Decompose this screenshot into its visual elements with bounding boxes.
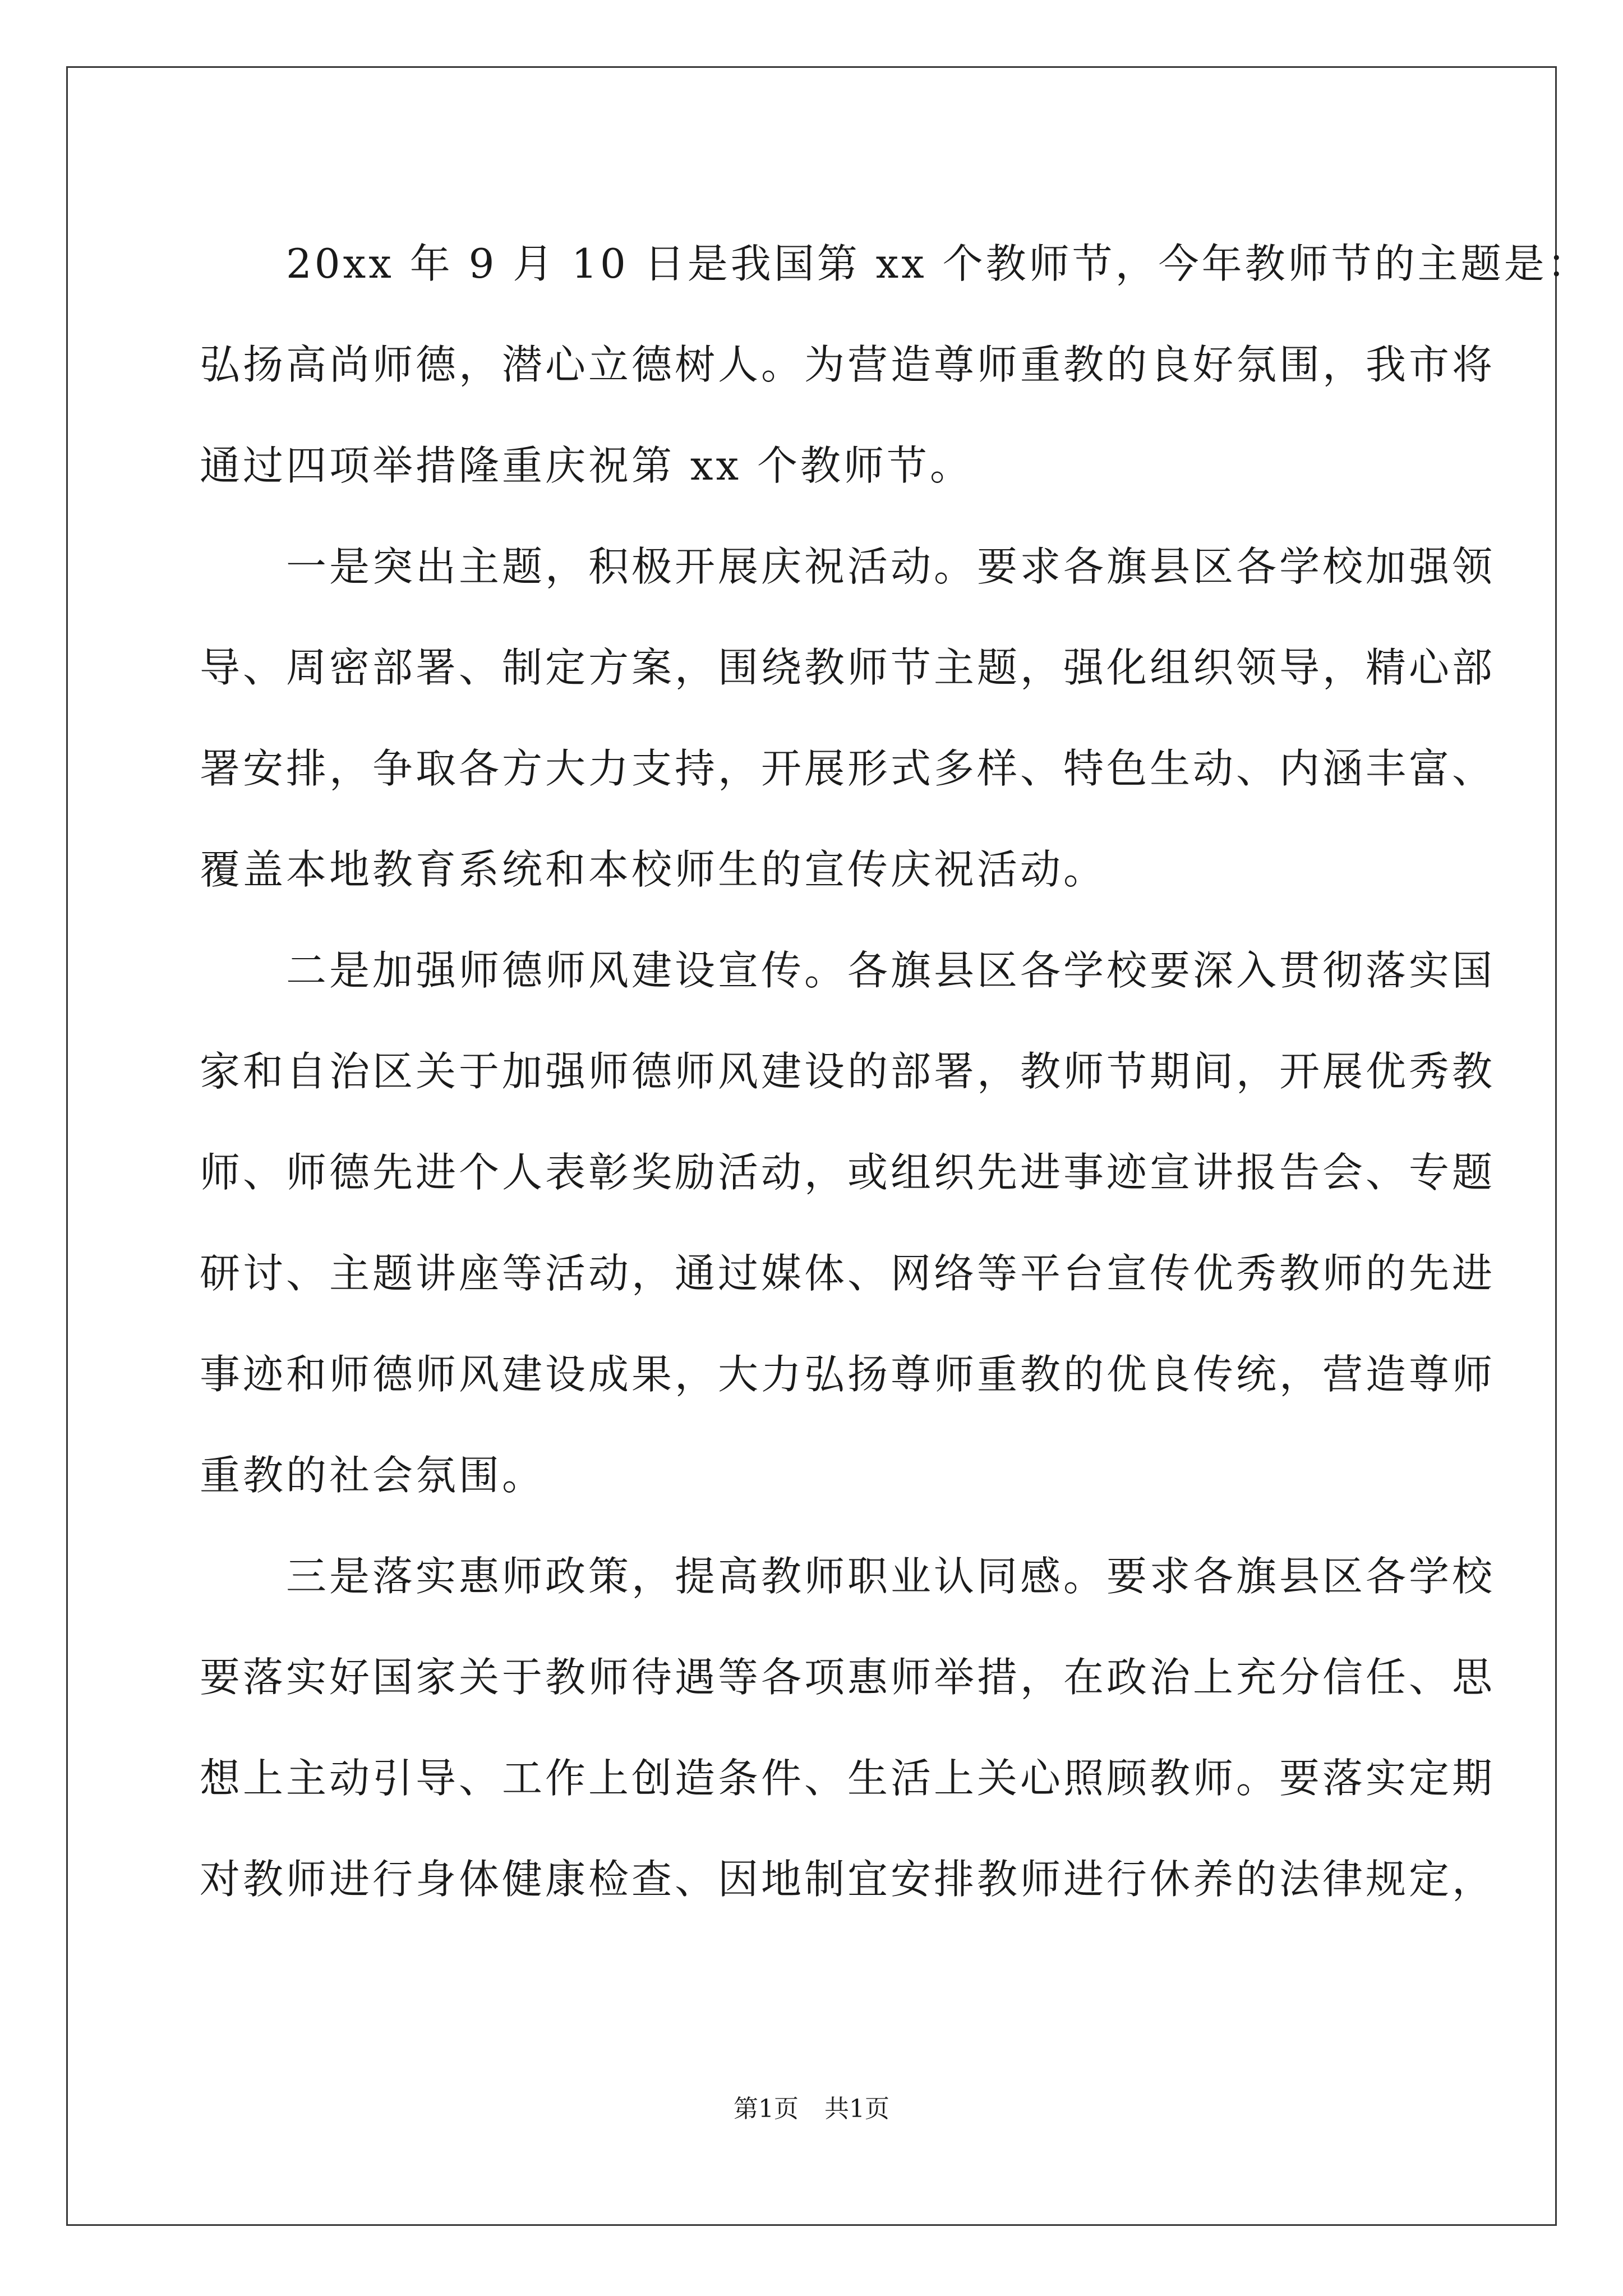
text-line: 导、周密部署、制定方案，围绕教师节主题，强化组织领导，精心部 (200, 644, 1496, 691)
text-line: 二是加强师德师风建设宣传。各旗县区各学校要深入贯彻落实国 (200, 947, 1496, 994)
text-line: 重教的社会氛围。 (200, 1452, 546, 1499)
text-line: 事迹和师德师风建设成果，大力弘扬尊师重教的优良传统，营造尊师 (200, 1351, 1496, 1398)
text-line: 师、师德先进个人表彰奖励活动，或组织先进事迹宣讲报告会、专题 (200, 1149, 1496, 1196)
page-number-current: 第1页 (734, 2095, 799, 2123)
text-line: 研讨、主题讲座等活动，通过媒体、网络等平台宣传优秀教师的先进 (200, 1250, 1496, 1297)
text-line: 覆盖本地教育系统和本校师生的宣传庆祝活动。 (200, 846, 1107, 893)
page-number-total: 共1页 (824, 2095, 889, 2123)
text-line: 三是落实惠师政策，提高教师职业认同感。要求各旗县区各学校 (200, 1553, 1496, 1600)
document-body (200, 213, 1590, 1930)
text-line: 20xx 年 9 月 10 日是我国第 xx 个教师节，今年教师节的主题是： (200, 240, 1590, 287)
text-line: 想上主动引导、工作上创造条件、生活上关心照顾教师。要落实定期 (200, 1755, 1496, 1802)
page-footer (0, 2092, 1623, 2126)
text-line: 弘扬高尚师德，潜心立德树人。为营造尊师重教的良好氛围，我市将 (200, 341, 1496, 388)
text-line: 通过四项举措隆重庆祝第 xx 个教师节。 (200, 442, 973, 489)
text-line: 要落实好国家关于教师待遇等各项惠师举措，在政治上充分信任、思 (200, 1654, 1496, 1701)
text-line: 家和自治区关于加强师德师风建设的部署，教师节期间，开展优秀教 (200, 1048, 1496, 1095)
text-line: 对教师进行身体健康检查、因地制宜安排教师进行休养的法律规定， (200, 1856, 1496, 1903)
text-line: 一是突出主题，积极开展庆祝活动。要求各旗县区各学校加强领 (200, 543, 1496, 590)
text-line: 署安排，争取各方大力支持，开展形式多样、特色生动、内涵丰富、 (200, 745, 1496, 792)
